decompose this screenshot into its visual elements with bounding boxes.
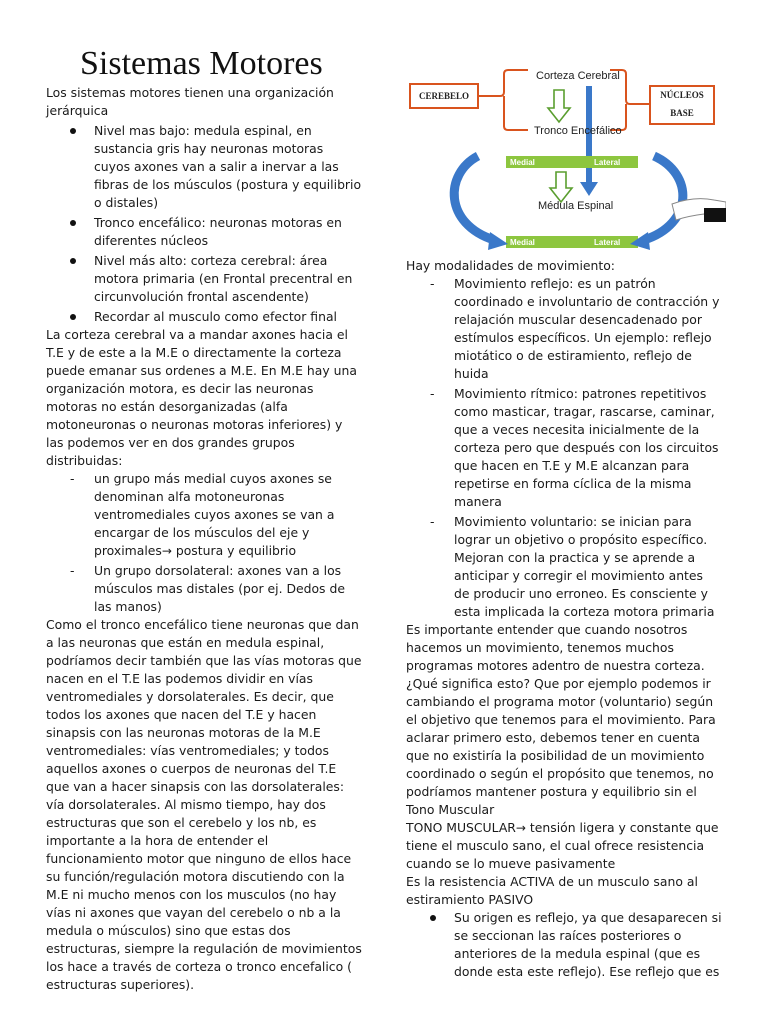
list-item: - Movimiento reflejo: es un patrón coordinado e involuntario de contracción y relajación muscular desencadenado por estímulos específicos. Un ejemplo: reflejo miotático o de estiramiento, reflejo de huida bbox=[406, 275, 722, 383]
cerebellum-connector-lower bbox=[504, 96, 528, 130]
cortex-label: Corteza Cerebral bbox=[536, 70, 620, 82]
page-title: Sistemas Motores bbox=[80, 45, 323, 82]
tono-muscular-label: TONO MUSCULAR bbox=[406, 820, 516, 835]
muscle-icon bbox=[704, 208, 726, 222]
basal-nuclei-label-line2: BASE bbox=[670, 108, 694, 118]
arrow-right-icon: → bbox=[161, 544, 172, 558]
list-item: Su origen es reflejo, ya que desaparecen si se seccionan las raíces posteriores o anteriores de la medula espinal (que es donde esta este reflejo). Ese reflejo que es bbox=[406, 909, 722, 981]
levels-list bbox=[46, 122, 362, 326]
paragraph-motor-programs: Es importante entender que cuando nosotros hacemos un movimiento, tenemos muchos programas motores adentro de nuestra corteza. ¿Qué significa esto? Que por ejemplo podemos ir cambiando el programa motor (voluntario) según el objetivo que tenemos para el movimiento. Para aclarar primero esto, debemos tener en cuenta que no existiría la posibilidad de un movimiento coordinado o según el propósito que tenemos, no podríamos mantener postura y equilibrio sin el Tono Muscular bbox=[406, 622, 716, 817]
arrow-right-icon: → bbox=[515, 821, 526, 835]
basal-nuclei-label-line1: NÚCLEOS bbox=[660, 90, 704, 100]
cerebellum-connector bbox=[478, 70, 528, 96]
modalities-intro: Hay modalidades de movimiento: bbox=[406, 258, 615, 273]
list-item: - Movimiento voluntario: se inician para lograr un objetivo o propósito específico. Mejoran con la practica y se aprende a anticipar y corregir el movimiento antes de producir uno erroneo. Es consciente y esta implicada la corteza motora primaria bbox=[406, 513, 722, 621]
motor-system-diagram bbox=[404, 64, 726, 260]
spinal-lateral-label: Lateral bbox=[594, 238, 621, 247]
groups-list bbox=[46, 470, 362, 616]
paragraph-brainstem: Como el tronco encefálico tiene neuronas que dan a las neuronas que están en medula espinal, podríamos decir también que las vías motoras que nacen en el T.E las podemos dividir en vías ventromediales y dorsolaterales. Es decir, que todos los axones que nacen del T.E y hacen sinapsis con las neuronas motoras de la M.E ventromediales: vías ventromediales; y todos aquellos axones o cuerpos de neuronas del T.E que van a hacer sinapsis con las dorsolaterales: vía dorsolaterales. Al mismo tiempo, hay dos estructuras que son el cerebelo y los nb, es importante a la hora de entender el funcionamiento motor que ninguno de ellos hace su función/regulación motora discutiendo con la M.E ni mucho menos con los musculos (no hay vías ni axones que vayan del cerebelo o nb a la medula o músculos) sino que estas dos estructuras, siempre la regulación de movimientos los hace a través de corteza o tronco encefalico ( estructuras superiores). bbox=[46, 617, 362, 992]
paragraph-cortex: La corteza cerebral va a mandar axones hacia el T.E y de este a la M.E o directamente la corteza puede emanar sus ordenes a M.E. En M.E hay una organización motora, es decir las neuronas motoras no están desorganizadas (alfa motoneuronas o neuronas motoras inferiores) y las podemos ver en dos grandes grupos distribuidas: bbox=[46, 327, 357, 468]
list-item: Nivel más alto: corteza cerebral: área motora primaria (en Frontal precentral en circunvolución frontal ascendente) bbox=[46, 252, 362, 306]
list-item bbox=[46, 470, 362, 560]
modalities-list bbox=[406, 275, 722, 621]
list-item: Tronco encefálico: neuronas motoras en diferentes núcleos bbox=[46, 214, 362, 250]
list-item: Recordar al musculo como efector final bbox=[46, 308, 362, 326]
spinal-label: Médula Espinal bbox=[538, 200, 614, 212]
arrow-down-icon bbox=[548, 90, 570, 122]
arrow-down-icon bbox=[580, 86, 598, 196]
brainstem-lateral-label: Lateral bbox=[594, 158, 621, 167]
list-item: Nivel mas bajo: medula espinal, en sustancia gris hay neuronas motoras cuyos axones van a salir a inervar a las fibras de los músculos (postura y equilibrio o distales) bbox=[46, 122, 362, 212]
origin-list bbox=[406, 909, 722, 981]
brainstem-medial-label: Medial bbox=[510, 158, 535, 167]
group-medial-text: un grupo más medial cuyos axones se denominan alfa motoneuronas ventromediales cuyos axones se van a encargar de los músculos del eje y proximales bbox=[94, 471, 335, 558]
right-column bbox=[406, 257, 722, 981]
spinal-medial-label: Medial bbox=[510, 238, 535, 247]
tono-muscular-paragraph bbox=[406, 819, 722, 873]
cerebellum-label: CEREBELO bbox=[418, 91, 469, 101]
resistance-paragraph: Es la resistencia ACTIVA de un musculo sano al estiramiento PASIVO bbox=[406, 874, 698, 907]
list-item: - Un grupo dorsolateral: axones van a los músculos mas distales (por ej. Dedos de las manos) bbox=[46, 562, 362, 616]
list-item: - Movimiento rítmico: patrones repetitivos como masticar, tragar, rascarse, caminar, que a veces necesita inicialmente de la corteza pero que después con los circuitos que hacen en T.E y M.E alcanzan para repetirse en forma cíclica de la misma manera bbox=[406, 385, 722, 511]
intro-paragraph: Los sistemas motores tienen una organización jerárquica bbox=[46, 85, 334, 118]
brainstem-label: Tronco Encefálico bbox=[534, 125, 622, 137]
curved-arrow-left bbox=[454, 156, 494, 240]
curved-arrow-right bbox=[644, 156, 683, 240]
arrow-right-icon bbox=[488, 232, 508, 250]
arrow-down-icon bbox=[550, 172, 572, 202]
tono-muscular-text: tensión ligera y constante que tiene el musculo sano, el cual ofrece resistencia cuando se lo mueve pasivamente bbox=[406, 820, 719, 871]
group-medial-text-end: postura y equilibrio bbox=[171, 543, 297, 558]
